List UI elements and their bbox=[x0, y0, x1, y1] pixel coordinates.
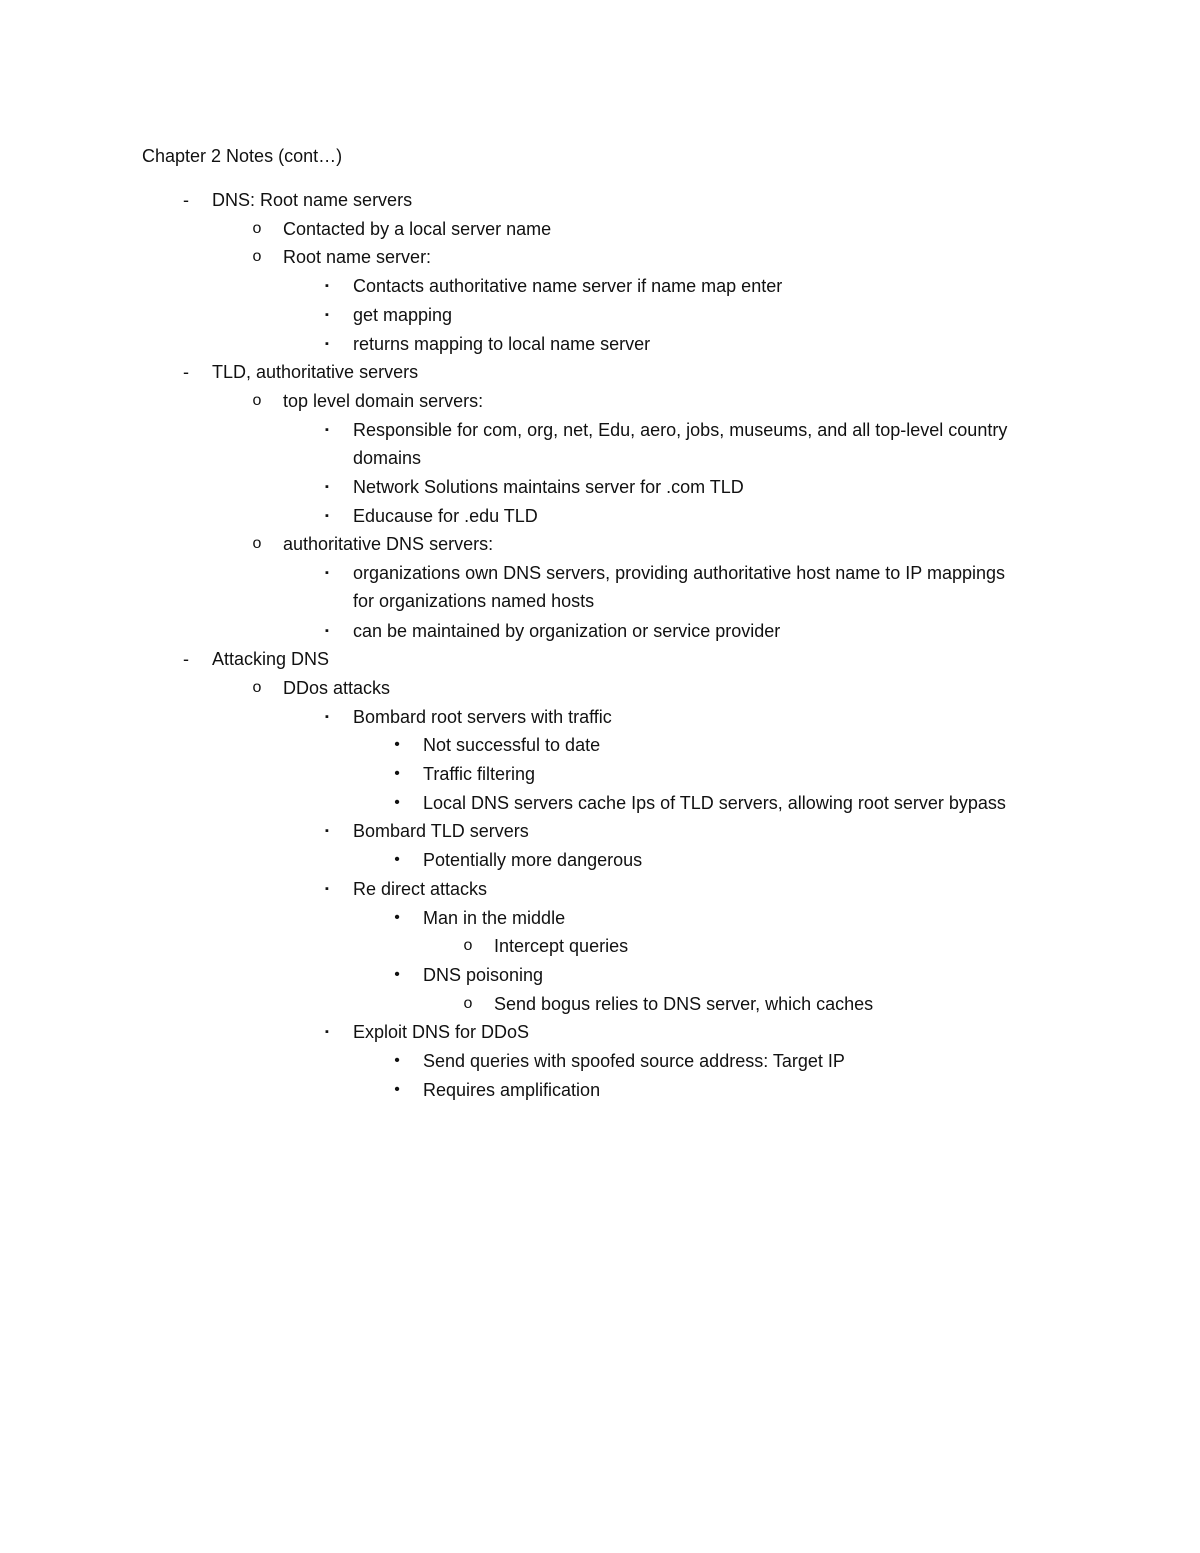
outline-item-level-4 bbox=[394, 789, 1006, 817]
square-bullet-icon: ▪ bbox=[325, 280, 329, 293]
outline-item-level-1 bbox=[183, 645, 330, 673]
dash-bullet-icon: - bbox=[183, 362, 189, 383]
outline-item-text: DDos attacks bbox=[283, 677, 391, 698]
circle-bullet-icon: o bbox=[463, 937, 473, 955]
circle-bullet-icon: o bbox=[252, 535, 262, 553]
outline-item-level-3 bbox=[325, 559, 1013, 615]
outline-item-level-5 bbox=[463, 990, 874, 1018]
outline-item-text: Contacted by a local server name bbox=[283, 218, 552, 239]
square-bullet-icon: ▪ bbox=[325, 481, 329, 493]
square-bullet-icon: ▪ bbox=[325, 509, 329, 522]
dot-bullet-icon: • bbox=[394, 765, 400, 782]
outline-item-text: can be maintained by organization or service provider bbox=[353, 620, 781, 641]
outline-item-text: Requires amplification bbox=[423, 1079, 601, 1100]
outline-item-level-2 bbox=[252, 530, 494, 558]
outline-item-level-4 bbox=[394, 846, 643, 874]
outline-item-text: Exploit DNS for DDoS bbox=[353, 1022, 530, 1043]
circle-bullet-icon: o bbox=[252, 391, 262, 409]
outline-item-level-2 bbox=[252, 387, 484, 415]
outline-item-level-3 bbox=[325, 817, 529, 845]
outline-item-text: Potentially more dangerous bbox=[423, 850, 643, 871]
page-title: Chapter 2 Notes (cont…) bbox=[142, 146, 343, 166]
outline-item-level-3 bbox=[325, 703, 612, 731]
circle-bullet-icon: o bbox=[252, 678, 262, 696]
outline-item-level-1 bbox=[183, 186, 413, 214]
outline-item-level-2 bbox=[252, 243, 432, 271]
outline-item-level-3 bbox=[325, 272, 783, 300]
outline-item-level-3 bbox=[325, 301, 453, 329]
dot-bullet-icon: • bbox=[394, 851, 400, 869]
square-bullet-icon: ▪ bbox=[325, 882, 329, 895]
outline-item-text: Educause for .edu TLD bbox=[353, 505, 538, 526]
dot-bullet-icon: • bbox=[394, 965, 400, 983]
outline-item-text: TLD, authoritative servers bbox=[212, 362, 419, 383]
dash-bullet-icon: - bbox=[183, 649, 189, 670]
outline-item-level-3 bbox=[325, 617, 781, 645]
outline-item-level-4 bbox=[394, 731, 601, 759]
outline-item-level-5 bbox=[463, 932, 629, 960]
outline-item-text: Attacking DNS bbox=[212, 649, 330, 670]
outline-item-level-4 bbox=[394, 1047, 845, 1075]
outline-item-text: DNS poisoning bbox=[423, 964, 544, 985]
outline-item-level-3 bbox=[325, 416, 1013, 472]
outline-item-text: Man in the middle bbox=[423, 907, 566, 928]
square-bullet-icon: ▪ bbox=[325, 624, 329, 637]
outline-item-level-3 bbox=[325, 473, 744, 501]
outline-item-text: Re direct attacks bbox=[353, 878, 488, 899]
outline-item-text: Responsible for com, org, net, Edu, aero, jobs, museums, and all top-level country domains bbox=[353, 419, 1008, 468]
outline-item-level-4 bbox=[394, 1076, 601, 1104]
outline-item-level-1 bbox=[183, 358, 419, 386]
circle-bullet-icon: o bbox=[252, 248, 262, 266]
square-bullet-icon: ▪ bbox=[325, 567, 329, 580]
outline-item-text: Traffic filtering bbox=[423, 764, 536, 784]
square-bullet-icon: ▪ bbox=[325, 1026, 329, 1039]
outline-item-level-2 bbox=[252, 215, 552, 243]
outline-item-text: Contacts authoritative name server if name map enter bbox=[353, 276, 783, 297]
square-bullet-icon: ▪ bbox=[325, 710, 329, 723]
outline-item-level-3 bbox=[325, 330, 651, 358]
square-bullet-icon: ▪ bbox=[325, 825, 329, 838]
outline-item-text: DNS: Root name servers bbox=[212, 190, 413, 210]
circle-bullet-icon: o bbox=[252, 219, 262, 237]
square-bullet-icon: ▪ bbox=[325, 423, 329, 436]
dash-bullet-icon: - bbox=[183, 190, 189, 210]
outline-item-text: get mapping bbox=[353, 304, 453, 325]
dot-bullet-icon: • bbox=[394, 793, 400, 811]
outline-item-text: Not successful to date bbox=[423, 735, 601, 756]
outline-item-text: Local DNS servers cache Ips of TLD servers, allowing root server bypass bbox=[423, 792, 1006, 813]
outline-item-level-3 bbox=[325, 1018, 530, 1046]
outline-item-level-3 bbox=[325, 875, 488, 903]
dot-bullet-icon: • bbox=[394, 736, 400, 754]
outline-item-text: Send bogus relies to DNS server, which caches bbox=[494, 993, 874, 1014]
circle-bullet-icon: o bbox=[463, 994, 473, 1012]
outline-item-text: Intercept queries bbox=[494, 936, 629, 957]
dot-bullet-icon: • bbox=[394, 1080, 400, 1098]
outline-item-level-3 bbox=[325, 502, 538, 530]
outline-item-level-4 bbox=[394, 904, 566, 932]
outline-item-level-4 bbox=[394, 961, 544, 989]
dot-bullet-icon: • bbox=[394, 908, 400, 926]
dot-bullet-icon: • bbox=[394, 1052, 400, 1069]
outline-item-text: authoritative DNS servers: bbox=[283, 534, 494, 555]
outline-item-text: Root name server: bbox=[283, 247, 432, 268]
outline-item-text: returns mapping to local name server bbox=[353, 333, 651, 354]
square-bullet-icon: ▪ bbox=[325, 337, 329, 350]
square-bullet-icon: ▪ bbox=[325, 308, 329, 321]
outline-item-text: Send queries with spoofed source address: Target IP bbox=[423, 1051, 845, 1071]
outline-item-text: Bombard root servers with traffic bbox=[353, 706, 612, 727]
outline-item-text: top level domain servers: bbox=[283, 390, 484, 411]
outline-item-level-4 bbox=[394, 760, 536, 788]
outline-item-text: Bombard TLD servers bbox=[353, 821, 529, 842]
outline-item-level-2 bbox=[252, 674, 391, 702]
outline-item-text: organizations own DNS servers, providing authoritative host name to IP mappings for organizations named hosts bbox=[353, 563, 1006, 612]
outline-item-text: Network Solutions maintains server for .com TLD bbox=[353, 477, 744, 497]
